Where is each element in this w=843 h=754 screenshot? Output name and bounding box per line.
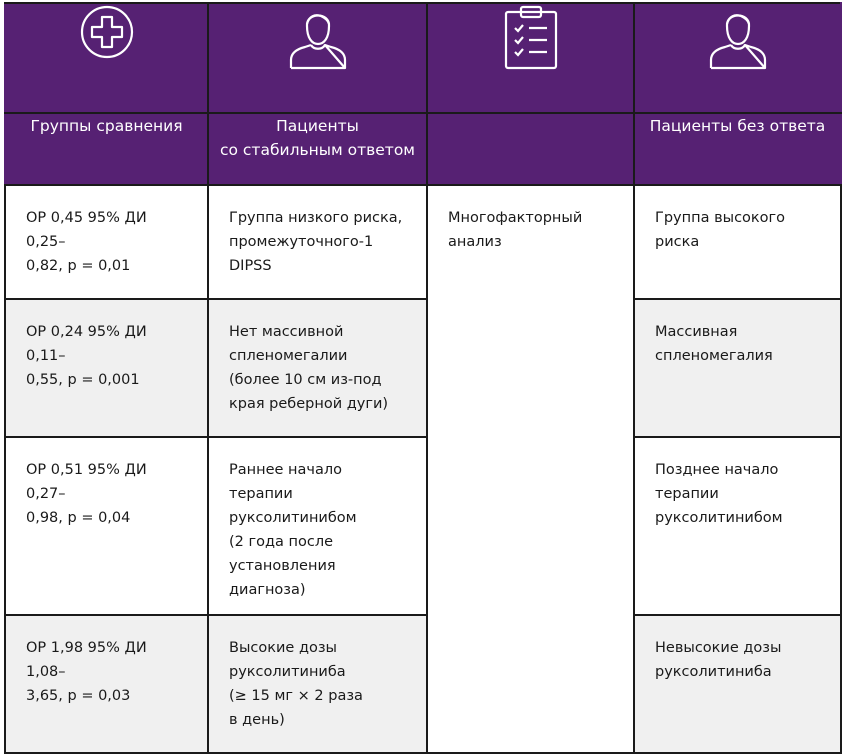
table-row <box>5 615 841 753</box>
stable-cell <box>208 437 427 615</box>
nonresp-text: Массивная спленомегалия <box>655 324 773 364</box>
stable-text: Группа низкого риска, промежуточного-1 DIPSS <box>229 210 403 274</box>
analysis-cell <box>427 185 634 753</box>
comparison-table <box>4 2 842 754</box>
comparison-cell <box>5 615 208 753</box>
comparison-cell <box>5 185 208 299</box>
medical-cross-icon <box>79 4 135 60</box>
header-no-response <box>634 113 841 185</box>
nonresp-cell <box>634 437 841 615</box>
icon-cell-nonresponders <box>634 3 841 113</box>
person-icon <box>287 4 349 70</box>
stable-cell <box>208 299 427 437</box>
icon-cell-stable <box>208 3 427 113</box>
header-comparison-groups-label: Группы сравнения <box>30 117 183 135</box>
comparison-text: ОР 0,51 95% ДИ 0,27– 0,98, p = 0,04 <box>26 462 147 526</box>
nonresp-cell <box>634 615 841 753</box>
nonresp-cell <box>634 185 841 299</box>
table-row <box>5 299 841 437</box>
icon-row <box>5 3 841 113</box>
nonresp-cell <box>634 299 841 437</box>
header-analysis <box>427 113 634 185</box>
nonresp-text: Невысокие дозы руксолитиниба <box>655 640 782 680</box>
icon-cell-comparison <box>5 3 208 113</box>
clipboard-checklist-icon <box>502 4 560 70</box>
comparison-cell <box>5 437 208 615</box>
comparison-text: ОР 1,98 95% ДИ 1,08– 3,65, p = 0,03 <box>26 640 147 704</box>
table-row <box>5 185 841 299</box>
person-icon <box>707 4 769 70</box>
header-no-response-label: Пациенты без ответа <box>649 117 826 135</box>
header-row <box>5 113 841 185</box>
header-comparison-groups <box>5 113 208 185</box>
comparison-text: ОР 0,45 95% ДИ 0,25– 0,82, p = 0,01 <box>26 210 147 274</box>
comparison-cell <box>5 299 208 437</box>
stable-cell <box>208 185 427 299</box>
table-row <box>5 437 841 615</box>
header-stable-response <box>208 113 427 185</box>
stable-text: Раннее начало терапии руксолитинибом (2 года после установления диагноза) <box>229 462 357 598</box>
stable-cell <box>208 615 427 753</box>
stable-text: Высокие дозы руксолитиниба (≥ 15 мг × 2 раза в день) <box>229 640 363 728</box>
nonresp-text: Позднее начало терапии руксолитинибом <box>655 462 783 526</box>
analysis-text: Многофакторный анализ <box>448 210 583 250</box>
stable-text: Нет массивной спленомегалии (более 10 см из-под края реберной дуги) <box>229 324 389 412</box>
comparison-text: ОР 0,24 95% ДИ 0,11– 0,55, p = 0,001 <box>26 324 147 388</box>
nonresp-text: Группа высокого риска <box>655 210 786 250</box>
icon-cell-analysis <box>427 3 634 113</box>
header-stable-response-label: Пациенты со стабильным ответом <box>219 117 416 159</box>
